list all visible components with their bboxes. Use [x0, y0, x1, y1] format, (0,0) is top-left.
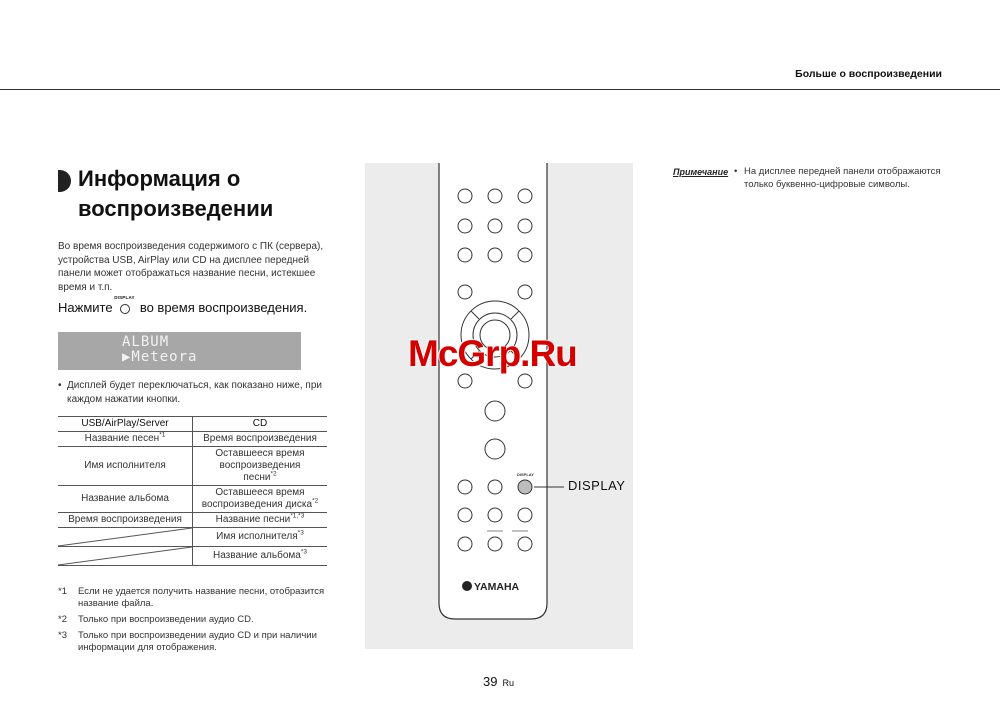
diagonal-line [58, 547, 192, 565]
intro-paragraph: Во время воспроизведения содержимого с ПК (сервера), устройства USB, AirPlay или CD на дисплее передней панели может отображаться название песни, истекшее время и т.п. [58, 241, 324, 293]
table-header-row [58, 417, 327, 432]
table-cell: Имя исполнителя [58, 447, 193, 486]
footnote: *1 Если не удается получить название песни, отобразится название файла. [58, 586, 325, 609]
display-info-table [58, 416, 327, 566]
page-language: Ru [502, 678, 514, 688]
footnote: *2 Только при воспроизведении аудио CD. [58, 614, 254, 625]
section-marker [58, 170, 71, 192]
table-cell: Имя исполнителя$^{*3}$ [193, 528, 328, 547]
table-row [58, 528, 327, 547]
display-button-caption: DISPLAY [114, 295, 135, 300]
table-row [58, 432, 327, 447]
table-header-cd: CD [193, 417, 328, 432]
table-cell: Название альбома [58, 486, 193, 513]
table-cell: Название песен$^{*1}$ [58, 432, 193, 447]
instruction-before: Нажмите [58, 300, 113, 315]
footnotes [58, 586, 343, 658]
table-cell-empty [58, 547, 193, 566]
table-cell: Оставшееся время воспроизведения диска$^{*2}$ [193, 486, 328, 513]
note-label: Примечание [673, 167, 729, 177]
diagonal-line [58, 528, 192, 546]
watermark: McGrp.Ru [408, 333, 577, 374]
display-button-circle [120, 304, 130, 314]
header-rule [0, 89, 1000, 90]
footnote: *3 Только при воспроизведении аудио CD и при наличии информации для отображения. [58, 630, 317, 653]
table-row [58, 447, 327, 486]
section-title-line2: воспроизведении [78, 196, 274, 221]
display-callout-label: DISPLAY [568, 478, 626, 493]
table-cell: Название альбома$^{*3}$ [193, 547, 328, 566]
display-line-2: ▶Meteora [122, 349, 198, 365]
instruction-after: во время воспроизведения. [139, 300, 308, 315]
page-number [483, 674, 514, 689]
bullet-note: • Дисплей будет переключаться, как показано ниже, при каждом нажатии кнопки. [58, 379, 333, 406]
table-cell: Время воспроизведения [193, 432, 328, 447]
display-line-1: ALBUM [122, 334, 170, 350]
svg-text:YAMAHA: YAMAHA [474, 581, 520, 593]
table-row [58, 513, 327, 528]
section-title-line1: Информация о [78, 166, 241, 191]
remote-illustration-panel [365, 163, 633, 649]
header-title: Больше о воспроизведении [795, 68, 942, 80]
table-cell: Время воспроизведения [58, 513, 193, 528]
note-text: • На дисплее передней панели отображаются только буквенно-цифровые символы. [734, 165, 959, 191]
table-cell-empty [58, 528, 193, 547]
section-title [78, 164, 328, 224]
instruction [58, 295, 348, 315]
remote-display-caption: DISPLAY [517, 472, 534, 477]
page-number-value: 39 [483, 674, 498, 689]
front-panel-display [58, 332, 301, 370]
table-row [58, 547, 327, 566]
remote-control-illustration [365, 163, 633, 649]
table-cell: Оставшееся время воспроизведения песни$^{*2}$ [193, 447, 328, 486]
display-button-icon [114, 295, 135, 314]
table-header-usb: USB/AirPlay/Server [58, 417, 193, 432]
table-row [58, 486, 327, 513]
table-cell: Название песни$^{*1,*3}$ [193, 513, 328, 528]
